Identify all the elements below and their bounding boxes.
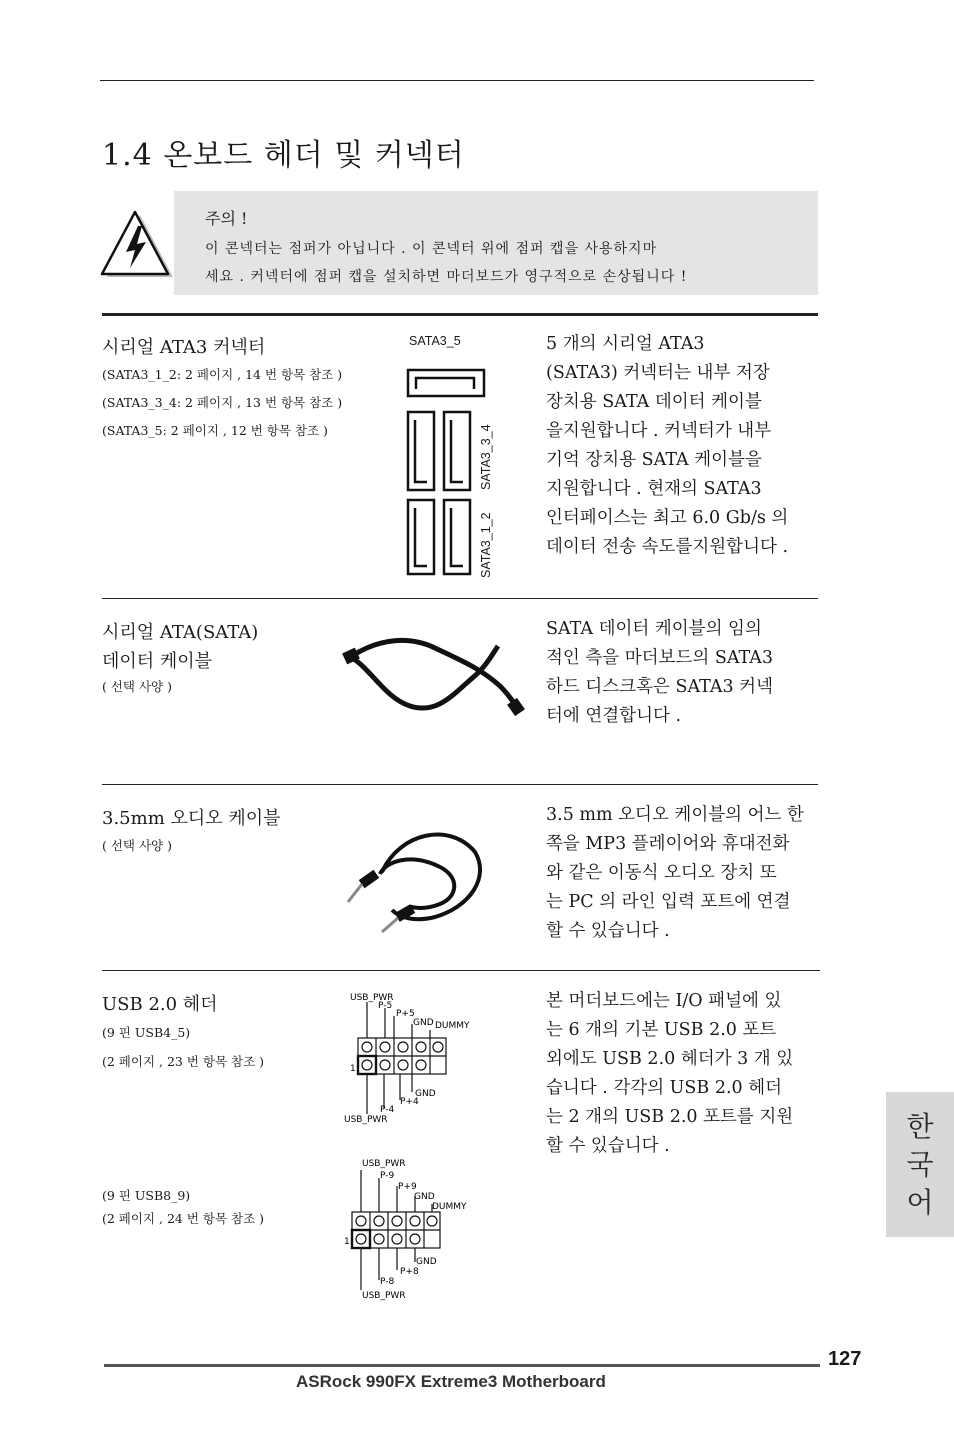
sata-cable-desc [546, 615, 826, 731]
desc-line: 는 6 개의 기본 USB 2.0 포트 [546, 1020, 777, 1040]
footer-product: ASRock 990FX Extreme3 Motherboard [296, 1372, 606, 1391]
audio-cable-desc [546, 801, 826, 946]
desc-line: 기억 장치용 SATA 케이블을 [546, 450, 762, 470]
usb89-pwr-top: USB_PWR [362, 1159, 406, 1169]
usb45-pin1: 1 [350, 1064, 356, 1074]
usb89-p-plus-bottom: P+8 [400, 1267, 419, 1277]
usb89-pin1: 1 [344, 1237, 350, 1247]
audio-cable-image [340, 822, 490, 938]
warning-icon [100, 208, 174, 280]
usb45-p-plus-bottom: P+4 [400, 1097, 419, 1107]
language-side-text: 한 국 어 [906, 1110, 934, 1219]
sata3-1-port [408, 500, 434, 574]
desc-line: 쪽을 MP3 플레이어와 휴대전화 [546, 834, 790, 854]
desc-line: 할 수 있습니다 . [546, 1136, 670, 1156]
desc-line: 을지원합니다 . 커넥터가 내부 [546, 421, 772, 441]
usb45-p-minus-bottom: P-4 [380, 1105, 395, 1115]
section-title: 1.4 온보드 헤더 및 커넥터 [102, 138, 465, 173]
caution-line-1: 이 콘넥터는 점퍼가 아닙니다 . 이 콘넥터 위에 점퍼 캡을 사용하지마 [205, 241, 658, 257]
desc-line: 5 개의 시리얼 ATA3 [546, 334, 705, 354]
usb89-pwr-bottom: USB_PWR [362, 1291, 406, 1301]
caution-line-2: 세요 . 커넥터에 점퍼 캡을 설치하면 마더보드가 영구적으로 손상됩니다 ! [205, 269, 688, 285]
desc-line: 하드 디스크혹은 SATA3 커넥 [546, 677, 773, 697]
usb89-gnd-top: GND [414, 1192, 435, 1202]
usb89-header-diagram [340, 1152, 480, 1302]
sata-connector-title: 시리얼 ATA3 커넥터 [102, 337, 266, 358]
top-rule [100, 80, 814, 81]
usb45-pins: (9 핀 USB4_5) [102, 1025, 191, 1040]
usb45-dummy: DUMMY [435, 1021, 470, 1031]
caution-title: 주의 ! [205, 209, 248, 228]
sata3-3-port [408, 412, 434, 490]
desc-line: 외에도 USB 2.0 헤더가 3 개 있 [546, 1049, 794, 1069]
sata-ref-3: (SATA3_5: 2 페이지 , 12 번 항목 참조 ) [102, 423, 328, 438]
usb45-header-diagram [340, 988, 480, 1128]
sata3-2-port [444, 500, 470, 574]
sata3-4-port [444, 412, 470, 490]
desc-line: 본 머더보드에는 I/O 패널에 있 [546, 991, 782, 1011]
usb-header-title: USB 2.0 헤더 [102, 994, 218, 1015]
sata3-5-label: SATA3_5 [409, 334, 461, 348]
desc-line: 와 같은 이동식 오디오 장치 또 [546, 863, 777, 883]
desc-line: 적인 측을 마더보드의 SATA3 [546, 648, 773, 668]
divider-2 [102, 784, 818, 785]
sata3-1-2-label: SATA3_1_2 [479, 512, 493, 578]
divider-1 [102, 598, 818, 599]
usb89-gnd-bottom: GND [416, 1257, 437, 1267]
usb45-gnd-top: GND [413, 1018, 434, 1028]
audio-cable-optional: ( 선택 사양 ) [102, 838, 172, 853]
sata-cable-image [340, 628, 530, 720]
sata3-5-port [408, 370, 484, 396]
usb89-p-plus: P+9 [398, 1182, 417, 1192]
footer-rule [104, 1364, 820, 1367]
sata3-3-4-label: SATA3_3_4 [479, 424, 493, 490]
sata-cable-optional: ( 선택 사양 ) [102, 679, 172, 694]
usb45-pwr-bottom: USB_PWR [344, 1115, 388, 1125]
usb89-pins: (9 핀 USB8_9) [102, 1188, 191, 1203]
desc-line: 할 수 있습니다 . [546, 921, 670, 941]
desc-line: 인터페이스는 최고 6.0 Gb/s 의 [546, 508, 789, 528]
usb45-gnd-bottom: GND [415, 1089, 436, 1099]
sata-ref-2: (SATA3_3_4: 2 페이지 , 13 번 항목 참조 ) [102, 395, 343, 410]
usb89-ref: (2 페이지 , 24 번 항목 참조 ) [102, 1211, 264, 1226]
desc-line: 는 PC 의 라인 입력 포트에 연결 [546, 892, 791, 912]
page-number: 127 [828, 1348, 862, 1370]
desc-line: 습니다 . 각각의 USB 2.0 헤더 [546, 1078, 783, 1098]
sata-connector-desc [546, 330, 826, 562]
sata-cable-title-1: 시리얼 ATA(SATA) [102, 622, 259, 643]
thick-rule [102, 313, 818, 316]
usb89-p-minus: P-9 [380, 1171, 395, 1181]
divider-3 [102, 970, 820, 971]
usb45-ref: (2 페이지 , 23 번 항목 참조 ) [102, 1054, 264, 1069]
desc-line: 장치용 SATA 데이터 케이블 [546, 392, 762, 412]
audio-cable-title: 3.5mm 오디오 케이블 [102, 808, 281, 829]
desc-line: 데이터 전송 속도를지원합니다 . [546, 537, 789, 557]
desc-line: 3.5 mm 오디오 케이블의 어느 한 [546, 805, 804, 825]
desc-line: 는 2 개의 USB 2.0 포트를 지원 [546, 1107, 794, 1127]
usb89-dummy: DUMMY [432, 1202, 467, 1212]
desc-line: 터에 연결합니다 . [546, 706, 682, 726]
usb89-p-minus-bottom: P-8 [380, 1277, 395, 1287]
sata-cable-title-2: 데이터 케이블 [102, 651, 213, 672]
sata-ref-1: (SATA3_1_2: 2 페이지 , 14 번 항목 참조 ) [102, 367, 343, 382]
desc-line: (SATA3) 커넥터는 내부 저장 [546, 363, 770, 383]
usb45-p-plus: P+5 [396, 1009, 415, 1019]
usb45-pwr-top: USB_PWR [350, 993, 394, 1003]
usb-header-desc [546, 987, 826, 1161]
usb45-p-minus: P-5 [378, 1001, 393, 1011]
desc-line: SATA 데이터 케이블의 임의 [546, 619, 762, 639]
desc-line: 지원합니다 . 현재의 SATA3 [546, 479, 762, 499]
